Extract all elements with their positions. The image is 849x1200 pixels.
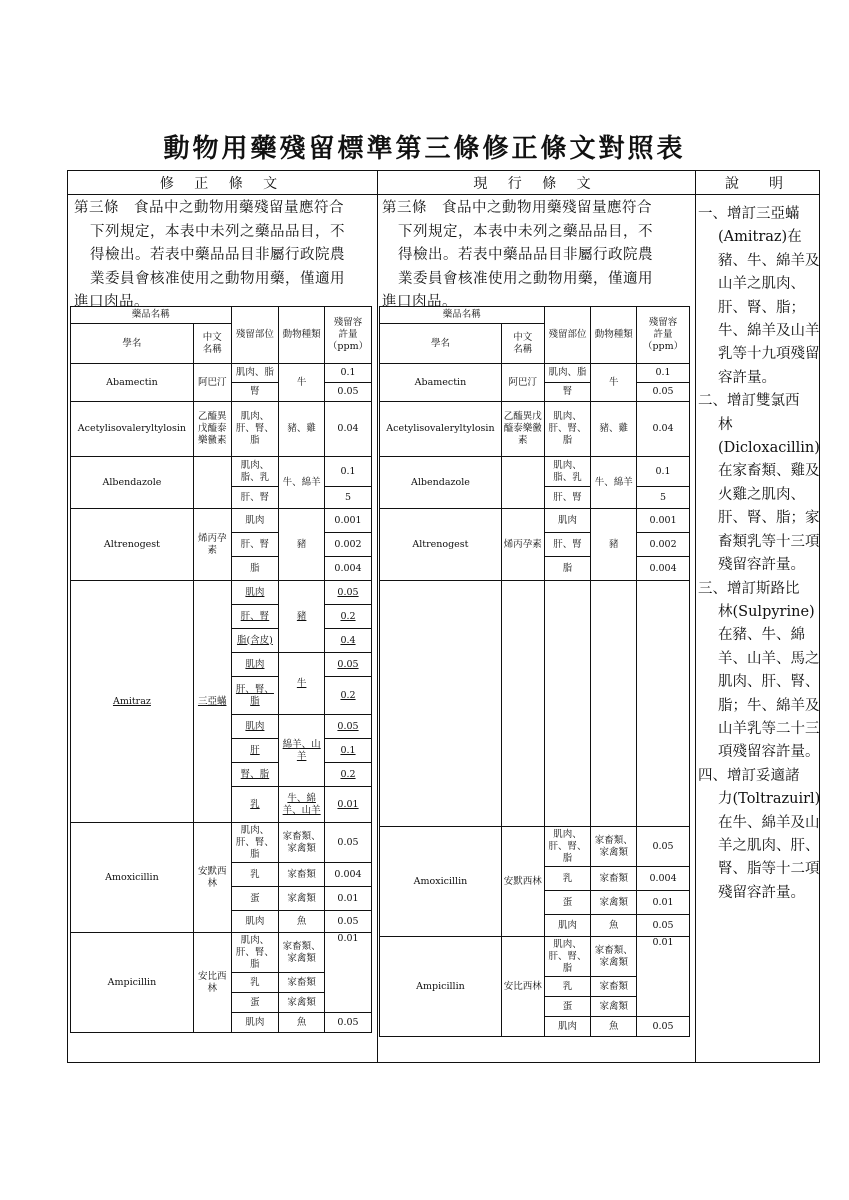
- note-number: 四、增訂妥適諸: [698, 767, 800, 784]
- animal: 牛: [279, 364, 325, 402]
- column-divider: [695, 171, 696, 1062]
- value: 0.01: [325, 933, 372, 1013]
- sci-name: Abamectin: [71, 364, 194, 402]
- value: 0.004: [325, 557, 372, 581]
- part: 乳: [231, 787, 279, 823]
- blank-cell: [501, 581, 544, 827]
- animal: 家畜類、家禽類: [591, 827, 637, 867]
- value: 0.05: [637, 383, 690, 402]
- part: 乳: [544, 977, 591, 997]
- part: 腎: [544, 383, 591, 402]
- part: 肌肉、肝、腎、脂: [544, 402, 591, 457]
- part: 蛋: [231, 993, 279, 1013]
- drug-table-revised: [70, 306, 372, 1033]
- th-cn-line: 名稱: [202, 343, 222, 355]
- animal: 豬、雞: [279, 402, 325, 457]
- part: 肌肉、脂: [544, 364, 591, 383]
- value: 0.1: [637, 364, 690, 383]
- document-title: 動物用藥殘留標準第三條修正條文對照表: [163, 134, 686, 164]
- part: 肌肉: [231, 911, 279, 933]
- sci-name: Acetylisovaleryltylosin: [380, 402, 502, 457]
- note-number: 三、增訂斯路比: [698, 580, 800, 597]
- th-cn-name: [193, 324, 231, 364]
- part: 肌肉、肝、腎、脂: [231, 402, 279, 457]
- intro-line: 業委員會核准使用之動物用藥，僅適用: [90, 270, 345, 287]
- header-notes: 說 明: [725, 176, 791, 192]
- intro-line: 第三條 食品中之動物用藥殘留量應符合: [74, 200, 344, 216]
- cn-name: 阿巴汀: [501, 364, 544, 402]
- value: 0.01: [637, 937, 690, 1017]
- value: 0.05: [325, 383, 372, 402]
- intro-line: 進口肉品。: [74, 294, 149, 310]
- intro-line: 第三條 食品中之動物用藥殘留量應符合: [382, 200, 652, 216]
- note-body: 林(Sulpyrine)在豬、牛、綿羊、山羊、馬之肌肉、肝、腎、脂；牛、綿羊及山羊乳等二十三項殘留容許量。: [718, 603, 820, 761]
- intro-line: 進口肉品。: [382, 294, 457, 310]
- header-divider: [68, 194, 819, 195]
- value: 0.1: [325, 739, 372, 763]
- th-cn-line: 中文: [513, 331, 533, 343]
- animal: 牛、綿羊: [279, 457, 325, 509]
- part: 肌肉、肝、腎、脂: [231, 823, 279, 863]
- blank-cell: [380, 581, 502, 827]
- cn-name: 乙醯異戊醯泰樂黴素: [193, 402, 231, 457]
- value: 0.2: [325, 763, 372, 787]
- animal: 牛、綿羊: [591, 457, 637, 509]
- animal: 家禽類: [279, 887, 325, 911]
- part: 肝、腎、脂: [231, 677, 279, 715]
- value: 0.04: [637, 402, 690, 457]
- sci-name: Amitraz: [71, 581, 194, 823]
- animal: 家畜類: [591, 867, 637, 891]
- value: 0.2: [325, 605, 372, 629]
- sci-name: Albendazole: [71, 457, 194, 509]
- part: 乳: [231, 863, 279, 887]
- value: 0.05: [325, 581, 372, 605]
- drug-table-current: [379, 306, 690, 1037]
- part: 乳: [544, 867, 591, 891]
- part: 肌肉: [544, 509, 591, 533]
- th-tol-line: 殘留容: [648, 317, 678, 328]
- note-number: 一、增訂三亞蟎: [698, 206, 800, 222]
- value: 0.001: [325, 509, 372, 533]
- intro-line: 下列規定，本表中未列之藥品品目，不: [398, 223, 653, 240]
- animal: 豬: [591, 509, 637, 581]
- sci-name: Acetylisovaleryltylosin: [71, 402, 194, 457]
- animal: 豬: [279, 581, 325, 653]
- th-part: 殘留部位: [544, 307, 591, 364]
- value: 0.05: [325, 823, 372, 863]
- th-animal: 動物種類: [591, 307, 637, 364]
- note-body: (Amitraz)在豬、牛、綿羊及山羊之肌肉、肝、腎、脂；牛、綿羊及山羊乳等十九項殘留容許量。: [718, 229, 820, 386]
- note-item: [698, 390, 821, 577]
- value: 0.04: [325, 402, 372, 457]
- cn-name: 安比西林: [193, 933, 231, 1033]
- th-tol-line: 殘留容: [333, 317, 363, 328]
- part: 肌肉、肝、腎、脂: [544, 827, 591, 867]
- th-part: 殘留部位: [231, 307, 279, 364]
- animal: 家畜類: [279, 863, 325, 887]
- animal: 家畜類、家禽類: [279, 823, 325, 863]
- value: 0.1: [325, 364, 372, 383]
- intro-line: 下列規定，本表中未列之藥品品目，不: [90, 223, 345, 240]
- intro-current: [382, 197, 692, 315]
- sci-name: Amoxicillin: [71, 823, 194, 933]
- part: 肌肉、肝、腎、脂: [544, 937, 591, 977]
- cn-name: 安比西林: [501, 937, 544, 1037]
- animal: 牛: [279, 653, 325, 715]
- animal: 牛、綿羊、山羊: [279, 787, 325, 823]
- cn-name: 三亞蟎: [193, 581, 231, 823]
- th-tol-line: （ppm）: [642, 341, 684, 352]
- value: 0.002: [325, 533, 372, 557]
- value: 0.004: [637, 867, 690, 891]
- part: 肌肉、脂、乳: [231, 457, 279, 487]
- note-item: [698, 578, 821, 765]
- part: 肌肉: [544, 915, 591, 937]
- th-animal: 動物種類: [279, 307, 325, 364]
- th-tol-line: 許量: [338, 329, 358, 340]
- sci-name: Amoxicillin: [380, 827, 502, 937]
- value: 0.05: [637, 827, 690, 867]
- value: 0.1: [325, 457, 372, 487]
- part: 肝、腎: [231, 533, 279, 557]
- value: 5: [637, 487, 690, 509]
- notes-column: [698, 203, 821, 905]
- part: 腎、脂: [231, 763, 279, 787]
- value: 0.4: [325, 629, 372, 653]
- part: 肌肉: [231, 653, 279, 677]
- animal: 魚: [279, 1013, 325, 1033]
- th-drug-name: 藥品名稱: [380, 307, 545, 324]
- part: 乳: [231, 973, 279, 993]
- th-cn-line: 中文: [202, 331, 222, 343]
- note-item: [698, 765, 821, 905]
- part: 肌肉、脂、乳: [544, 457, 591, 487]
- cn-name: 阿巴汀: [193, 364, 231, 402]
- note-body: 力(Toltrazuirl)在牛、綿羊及山羊之肌肉、肝、腎、脂等十二項殘留容許量。: [718, 791, 821, 901]
- value: 0.05: [325, 715, 372, 739]
- part: 肝、腎: [231, 487, 279, 509]
- cn-name: 乙醯異戊醯泰樂黴素: [501, 402, 544, 457]
- blank-cell: [591, 581, 637, 827]
- intro-line: 得檢出。若表中藥品品目非屬行政院農: [90, 247, 345, 263]
- animal: 魚: [279, 911, 325, 933]
- value: 0.05: [325, 1013, 372, 1033]
- animal: 豬、雞: [591, 402, 637, 457]
- animal: 家禽類: [591, 997, 637, 1017]
- part: 脂(含皮): [231, 629, 279, 653]
- part: 肌肉、脂: [231, 364, 279, 383]
- th-sci-name: 學名: [71, 324, 194, 364]
- animal: 牛: [591, 364, 637, 402]
- blank-cell: [637, 581, 690, 827]
- value: 0.01: [637, 891, 690, 915]
- part: 肌肉: [231, 581, 279, 605]
- sci-name: Altrenogest: [71, 509, 194, 581]
- sci-name: Abamectin: [380, 364, 502, 402]
- value: 0.05: [637, 1017, 690, 1037]
- part: 肌肉: [231, 509, 279, 533]
- cn-name: [193, 457, 231, 509]
- column-divider: [377, 171, 378, 1062]
- part: 肌肉、肝、腎、脂: [231, 933, 279, 973]
- value: 0.002: [637, 533, 690, 557]
- animal: 魚: [591, 915, 637, 937]
- sci-name: Altrenogest: [380, 509, 502, 581]
- header-current: 現 行 條 文: [473, 176, 599, 192]
- part: 肌肉: [231, 715, 279, 739]
- cn-name: [501, 457, 544, 509]
- sci-name: Ampicillin: [380, 937, 502, 1037]
- part: 肝、腎: [544, 533, 591, 557]
- intro-line: 得檢出。若表中藥品品目非屬行政院農: [398, 247, 653, 263]
- cn-name: 安默西林: [501, 827, 544, 937]
- sci-name: Ampicillin: [71, 933, 194, 1033]
- animal: 家禽類: [591, 891, 637, 915]
- th-tolerance: [325, 307, 372, 364]
- part: 蛋: [544, 891, 591, 915]
- blank-cell: [544, 581, 591, 827]
- th-cn-name: [501, 324, 544, 364]
- value: 0.004: [637, 557, 690, 581]
- th-cn-line: 名稱: [513, 343, 533, 355]
- part: 肝: [231, 739, 279, 763]
- th-sci-name: 學名: [380, 324, 502, 364]
- animal: 豬: [279, 509, 325, 581]
- value: 0.05: [325, 653, 372, 677]
- value: 0.2: [325, 677, 372, 715]
- part: 蛋: [544, 997, 591, 1017]
- th-tol-line: 許量: [653, 329, 673, 340]
- animal: 家畜類、家禽類: [279, 933, 325, 973]
- value: 0.1: [637, 457, 690, 487]
- part: 肝、腎: [544, 487, 591, 509]
- note-body: 林(Dicloxacillin)在家畜類、雞及火雞之肌肉、肝、腎、脂；家畜類乳等十三項殘留容許量。: [718, 416, 820, 574]
- animal: 家禽類: [279, 993, 325, 1013]
- note-number: 二、增訂雙氯西: [698, 393, 800, 410]
- animal: 家畜類: [279, 973, 325, 993]
- animal: 綿羊、山羊: [279, 715, 325, 787]
- intro-revised: [74, 197, 376, 315]
- th-tol-line: （ppm）: [327, 341, 369, 352]
- part: 肌肉: [231, 1013, 279, 1033]
- animal: 家畜類: [591, 977, 637, 997]
- part: 脂: [231, 557, 279, 581]
- animal: 家畜類、家禽類: [591, 937, 637, 977]
- th-drug-name: 藥品名稱: [71, 307, 232, 324]
- value: 0.01: [325, 887, 372, 911]
- cn-name: 安默西林: [193, 823, 231, 933]
- value: 0.05: [637, 915, 690, 937]
- value: 5: [325, 487, 372, 509]
- intro-line: 業委員會核准使用之動物用藥，僅適用: [398, 270, 653, 287]
- value: 0.004: [325, 863, 372, 887]
- part: 脂: [544, 557, 591, 581]
- value: 0.01: [325, 787, 372, 823]
- value: 0.001: [637, 509, 690, 533]
- header-revised: 修 正 條 文: [159, 176, 286, 192]
- sci-name: Albendazole: [380, 457, 502, 509]
- part: 蛋: [231, 887, 279, 911]
- part: 腎: [231, 383, 279, 402]
- note-item: [698, 203, 821, 390]
- animal: 魚: [591, 1017, 637, 1037]
- th-tolerance: [637, 307, 690, 364]
- cn-name: 烯丙孕素: [193, 509, 231, 581]
- value: 0.05: [325, 911, 372, 933]
- part: 肝、腎: [231, 605, 279, 629]
- part: 肌肉: [544, 1017, 591, 1037]
- cn-name: 烯丙孕素: [501, 509, 544, 581]
